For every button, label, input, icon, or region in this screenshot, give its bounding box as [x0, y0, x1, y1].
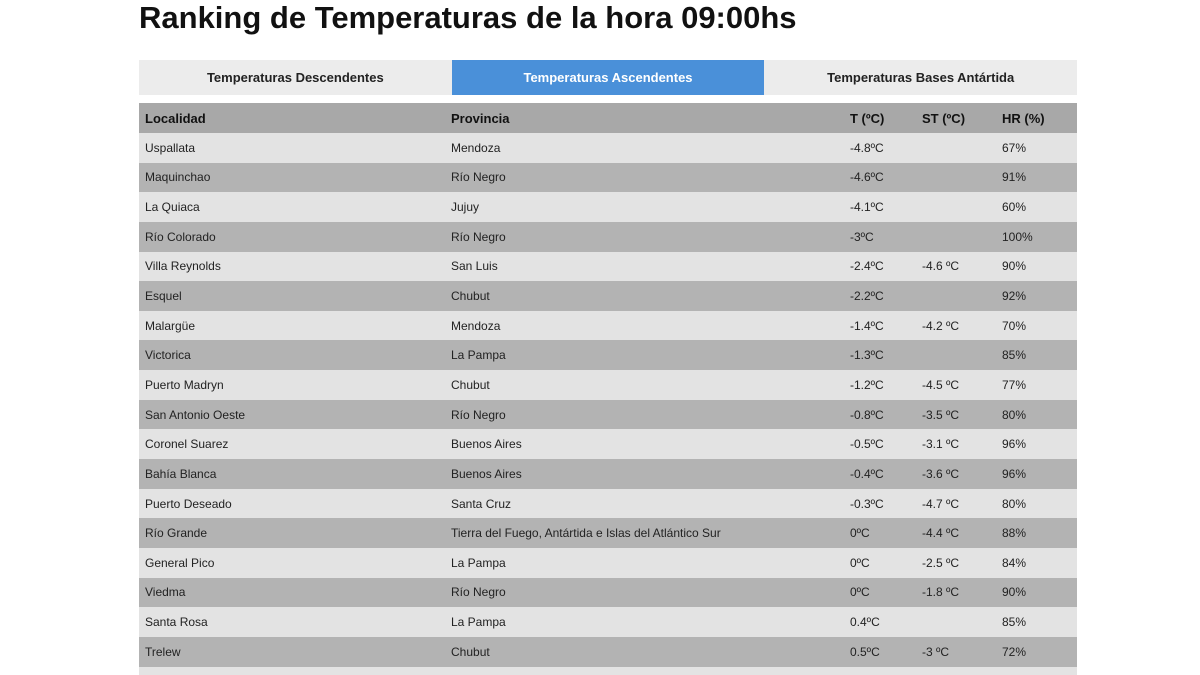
cell-provincia: Chubut	[451, 377, 490, 392]
cell-sensacion-termica: -4.4 ºC	[922, 526, 960, 541]
cell-humedad: 96%	[1002, 437, 1027, 452]
cell-provincia: La Pampa	[451, 615, 506, 630]
cell-localidad: Maquinchao	[145, 170, 211, 185]
cell-humedad: 85%	[1002, 615, 1027, 630]
ranking-table	[139, 103, 1077, 675]
cell-temperatura: -4.1ºC	[850, 200, 884, 215]
cell-provincia: Jujuy	[451, 200, 480, 215]
table-row	[139, 340, 1077, 370]
cell-provincia: Río Negro	[451, 407, 506, 422]
cell-localidad: Villa Reynolds	[145, 259, 221, 274]
cell-localidad: Río Colorado	[145, 229, 216, 244]
cell-sensacion-termica: -4.7 ºC	[922, 496, 960, 511]
cell-localidad: Esquel	[145, 289, 182, 304]
cell-provincia: Santa Cruz	[451, 496, 512, 511]
cell-provincia: Buenos Aires	[451, 437, 522, 452]
cell-localidad: Victorica	[145, 348, 191, 363]
header-sensacion-termica[interactable]: ST (ºC)	[922, 110, 966, 126]
table-row	[139, 133, 1077, 163]
cell-humedad: 80%	[1002, 496, 1027, 511]
header-humedad[interactable]: HR (%)	[1002, 110, 1045, 126]
cell-temperatura: -3ºC	[850, 229, 874, 244]
tab-bar	[139, 60, 1077, 95]
cell-humedad: 85%	[1002, 348, 1027, 363]
cell-sensacion-termica: -1.8 ºC	[922, 585, 960, 600]
cell-humedad: 80%	[1002, 407, 1027, 422]
cell-humedad: 91%	[1002, 170, 1027, 185]
table-row	[139, 192, 1077, 222]
cell-provincia: La Pampa	[451, 555, 506, 570]
table-row	[139, 489, 1077, 519]
cell-localidad: Río Grande	[145, 526, 208, 541]
cell-temperatura: 0.5ºC	[850, 644, 880, 659]
cell-humedad: 70%	[1002, 318, 1027, 333]
tab-temperaturas-ascendentes[interactable]: Temperaturas Ascendentes	[452, 60, 765, 95]
table-row	[139, 400, 1077, 430]
cell-humedad: 88%	[1002, 526, 1027, 541]
cell-localidad: Coronel Suarez	[145, 437, 229, 452]
cell-localidad: Puerto Madryn	[145, 377, 224, 392]
cell-localidad: Puerto Deseado	[145, 496, 232, 511]
header-provincia[interactable]: Provincia	[451, 110, 510, 126]
cell-localidad: General Pico	[145, 555, 215, 570]
cell-sensacion-termica: -4.6 ºC	[922, 259, 960, 274]
cell-humedad: 60%	[1002, 200, 1027, 215]
cell-sensacion-termica: -2.5 ºC	[922, 555, 960, 570]
table-row	[139, 281, 1077, 311]
cell-provincia: Chubut	[451, 289, 490, 304]
cell-sensacion-termica: -3.6 ºC	[922, 466, 960, 481]
cell-humedad: 90%	[1002, 259, 1027, 274]
cell-temperatura: -0.8ºC	[850, 407, 884, 422]
table-row	[139, 429, 1077, 459]
table-row	[139, 667, 1077, 675]
cell-provincia: Chubut	[451, 644, 490, 659]
cell-provincia: Buenos Aires	[451, 466, 522, 481]
tab-temperaturas-bases-antartida[interactable]: Temperaturas Bases Antártida	[827, 70, 1015, 85]
cell-temperatura: -1.3ºC	[850, 348, 884, 363]
table-row	[139, 163, 1077, 193]
cell-humedad: 96%	[1002, 466, 1027, 481]
cell-temperatura: -0.5ºC	[850, 437, 884, 452]
cell-localidad: Uspallata	[145, 140, 196, 155]
cell-provincia: San Luis	[451, 259, 498, 274]
table-row	[139, 459, 1077, 489]
header-localidad[interactable]: Localidad	[145, 110, 206, 126]
cell-provincia: Mendoza	[451, 318, 501, 333]
cell-sensacion-termica: -3.5 ºC	[922, 407, 960, 422]
cell-temperatura: -0.3ºC	[850, 496, 884, 511]
table-row	[139, 222, 1077, 252]
cell-localidad: La Quiaca	[145, 200, 200, 215]
table-row	[139, 637, 1077, 667]
table-row	[139, 607, 1077, 637]
table-row	[139, 578, 1077, 608]
cell-localidad: Bahía Blanca	[145, 466, 217, 481]
cell-provincia: Tierra del Fuego, Antártida e Islas del Atlántico Sur	[451, 526, 721, 541]
cell-sensacion-termica: -3.1 ºC	[922, 437, 960, 452]
cell-provincia: Río Negro	[451, 585, 506, 600]
cell-sensacion-termica: -3 ºC	[922, 644, 950, 659]
cell-temperatura: -4.8ºC	[850, 140, 884, 155]
cell-localidad: San Antonio Oeste	[145, 407, 246, 422]
cell-temperatura: 0ºC	[850, 585, 870, 600]
cell-temperatura: -1.2ºC	[850, 377, 884, 392]
cell-provincia: Río Negro	[451, 170, 506, 185]
table-row	[139, 370, 1077, 400]
cell-humedad: 67%	[1002, 140, 1027, 155]
cell-temperatura: -2.2ºC	[850, 289, 884, 304]
table-row	[139, 518, 1077, 548]
cell-humedad: 100%	[1002, 229, 1033, 244]
cell-localidad: Viedma	[145, 585, 186, 600]
tab-temperaturas-descendentes[interactable]: Temperaturas Descendentes	[206, 70, 384, 85]
cell-humedad: 72%	[1002, 644, 1027, 659]
cell-temperatura: -1.4ºC	[850, 318, 884, 333]
table-row	[139, 548, 1077, 578]
cell-humedad: 90%	[1002, 585, 1027, 600]
cell-temperatura: 0.4ºC	[850, 615, 880, 630]
cell-humedad: 92%	[1002, 289, 1027, 304]
cell-humedad: 77%	[1002, 377, 1027, 392]
cell-sensacion-termica: -4.2 ºC	[922, 318, 960, 333]
cell-localidad: Malargüe	[145, 318, 196, 333]
cell-sensacion-termica: -4.5 ºC	[922, 377, 960, 392]
table-row	[139, 252, 1077, 282]
table-header-row	[139, 103, 1077, 133]
cell-localidad: Trelew	[145, 644, 181, 659]
cell-provincia: La Pampa	[451, 348, 506, 363]
cell-temperatura: -0.4ºC	[850, 466, 884, 481]
cell-temperatura: 0ºC	[850, 526, 870, 541]
table-body	[139, 133, 1077, 675]
cell-temperatura: 0ºC	[850, 555, 870, 570]
cell-humedad: 84%	[1002, 555, 1027, 570]
cell-provincia: Mendoza	[451, 140, 501, 155]
cell-localidad: Santa Rosa	[145, 615, 208, 630]
page-title: Ranking de Temperaturas de la hora 09:00hs	[139, 0, 797, 35]
cell-provincia: Río Negro	[451, 229, 506, 244]
table-row	[139, 311, 1077, 341]
cell-temperatura: -2.4ºC	[850, 259, 884, 274]
header-temperatura[interactable]: T (ºC)	[850, 110, 885, 126]
cell-temperatura: -4.6ºC	[850, 170, 884, 185]
